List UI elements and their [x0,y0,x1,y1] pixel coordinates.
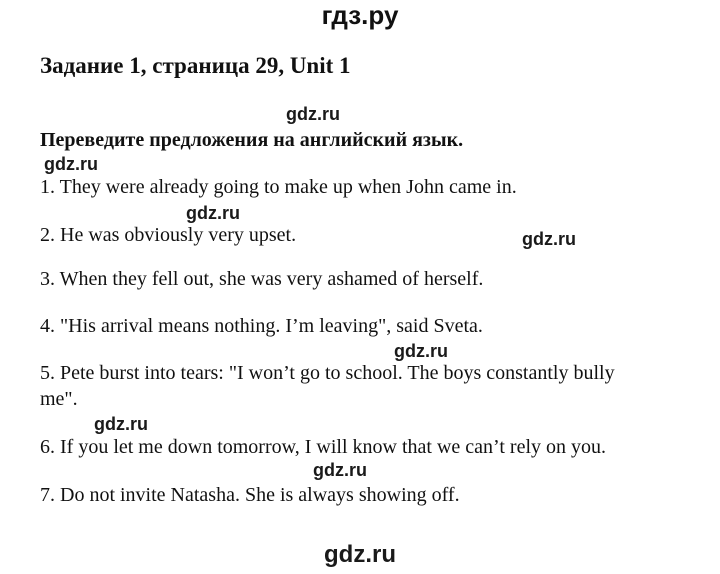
watermark: gdz.ru [394,341,448,361]
task-instruction: Переведите предложения на английский язык. [40,129,464,151]
watermark: gdz.ru [313,460,367,480]
site-header: гдз.ру [321,0,399,30]
sentence-1: 1. They were already going to make up when John came in. [40,176,517,198]
watermark: gdz.ru [522,229,576,249]
sentence-4: 4. "His arrival means nothing. I’m leaving", said Sveta. [40,315,483,337]
sentence-5-continued: me". [40,388,78,410]
watermark: gdz.ru [286,104,340,124]
task-title: Задание 1, страница 29, Unit 1 [40,53,351,78]
watermark: gdz.ru [186,203,240,223]
watermark: gdz.ru [94,414,148,434]
sentence-3: 3. When they fell out, she was very ashamed of herself. [40,268,484,290]
sentence-7: 7. Do not invite Natasha. She is always showing off. [40,484,460,506]
footer-watermark: gdz.ru [324,541,396,568]
sentence-5: 5. Pete burst into tears: "I won’t go to school. The boys constantly bully [40,362,615,384]
sentence-2: 2. He was obviously very upset. [40,224,297,246]
sentence-6: 6. If you let me down tomorrow, I will know that we can’t rely on you. [40,436,606,458]
watermark: gdz.ru [44,154,98,174]
